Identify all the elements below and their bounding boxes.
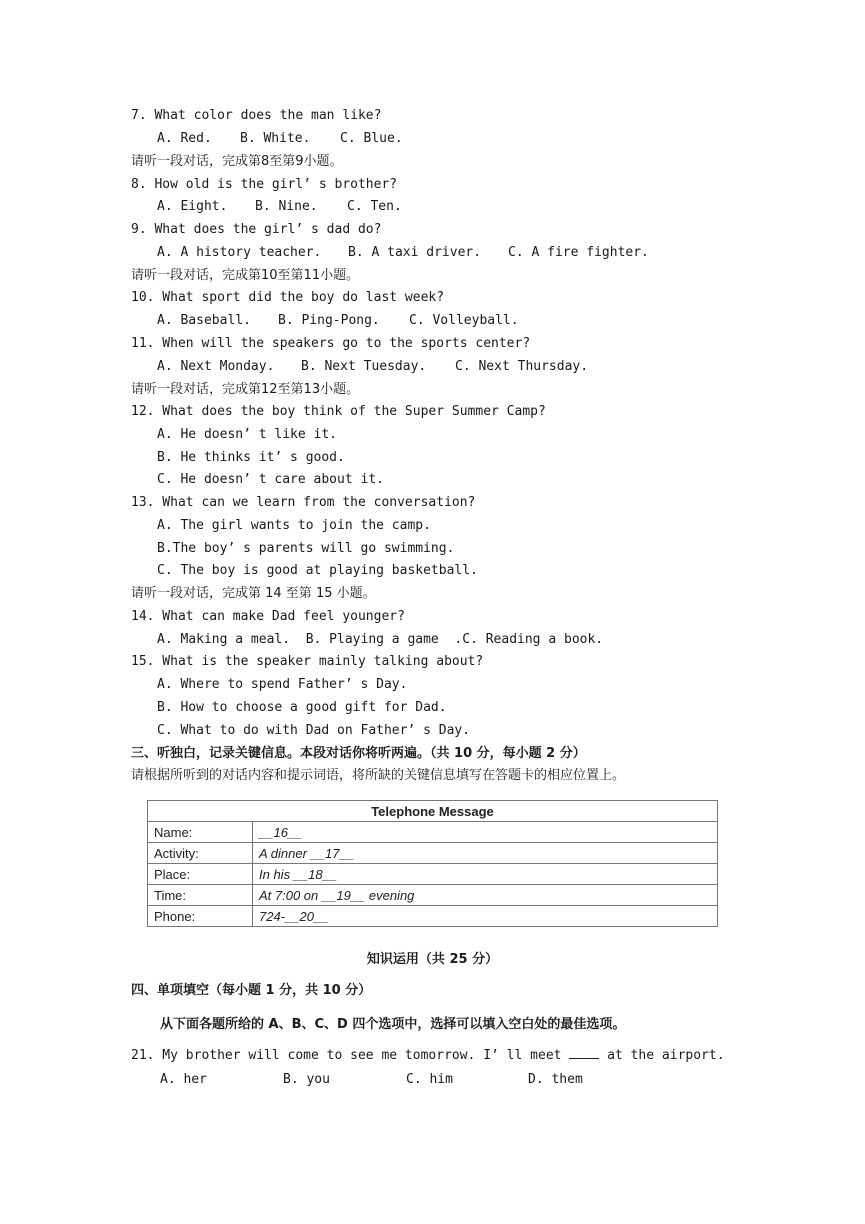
table-row: [148, 906, 718, 927]
section3-title: 三、听独白，记录关键信息。本段对话你将听两遍。（共 10 分，每小题 2 分）: [131, 746, 586, 761]
q21-option-c: C. him: [406, 1072, 453, 1087]
q10-option-a: A. Baseball.: [157, 313, 251, 328]
q8-option-b: B. Nine.: [255, 199, 318, 214]
q21-stem-before: 21. My brother will come to see me tomorrow. I’ ll meet: [131, 1048, 562, 1063]
q8-options: [157, 199, 402, 215]
q7-option-a: A. Red.: [157, 131, 212, 146]
q15-option-b: B. How to choose a good gift for Dad.: [157, 700, 447, 715]
row-value: __16__: [253, 822, 718, 843]
q10-option-c: C. Volleyball.: [409, 313, 519, 328]
q21-stem: [131, 1046, 725, 1064]
section4-instruction: 从下面各题所给的 A、B、C、D 四个选项中，选择可以填入空白处的最佳选项。: [160, 1017, 626, 1032]
row-value: A dinner __17__: [253, 843, 718, 864]
q9-option-b: B. A taxi driver.: [348, 245, 482, 260]
q7-options: [157, 131, 403, 147]
q10-options: [157, 313, 519, 329]
q11-options: [157, 359, 589, 375]
section4-title: 四、单项填空（每小题 1 分，共 10 分）: [131, 983, 372, 998]
table-row: [148, 843, 718, 864]
q15-stem: 15. What is the speaker mainly talking about?: [131, 654, 484, 669]
q11-stem: 11. When will the speakers go to the sports center?: [131, 336, 531, 351]
table-row: [148, 885, 718, 906]
q9-option-a: A. A history teacher.: [157, 245, 322, 260]
q21-option-b: B. you: [283, 1072, 330, 1087]
q12-option-a: A. He doesn’ t like it.: [157, 427, 338, 442]
instruction-8-9: 请听一段对话，完成第8至第9小题。: [131, 154, 343, 169]
q13-stem: 13. What can we learn from the conversation?: [131, 495, 476, 510]
q21-options: [160, 1072, 583, 1088]
row-value: At 7:00 on __19__ evening: [253, 885, 718, 906]
instruction-14-15: 请听一段对话，完成第 14 至第 15 小题。: [131, 586, 376, 601]
telephone-message-title: Telephone Message: [148, 801, 718, 822]
q8-stem: 8. How old is the girl’ s brother?: [131, 177, 398, 192]
row-value: In his __18__: [253, 864, 718, 885]
q13-option-a: A. The girl wants to join the camp.: [157, 518, 431, 533]
q9-stem: 9. What does the girl’ s dad do?: [131, 222, 382, 237]
row-label: Phone:: [148, 906, 253, 927]
q10-option-b: B. Ping-Pong.: [278, 313, 380, 328]
table-row: [148, 822, 718, 843]
q14-stem: 14. What can make Dad feel younger?: [131, 609, 405, 624]
q15-option-c: C. What to do with Dad on Father’ s Day.: [157, 723, 471, 738]
table-row: [148, 864, 718, 885]
q11-option-a: A. Next Monday.: [157, 359, 275, 374]
q13-option-c: C. The boy is good at playing basketball.: [157, 563, 478, 578]
q21-option-d: D. them: [528, 1072, 583, 1087]
instruction-12-13: 请听一段对话，完成第12至第13小题。: [131, 382, 360, 397]
row-label: Activity:: [148, 843, 253, 864]
q7-stem: 7. What color does the man like?: [131, 108, 382, 123]
q15-option-a: A. Where to spend Father’ s Day.: [157, 677, 408, 692]
q10-stem: 10. What sport did the boy do last week?: [131, 290, 445, 305]
row-label: Time:: [148, 885, 253, 906]
q8-option-a: A. Eight.: [157, 199, 228, 214]
q8-option-c: C. Ten.: [347, 199, 402, 214]
telephone-message-table: [147, 800, 718, 927]
q21-stem-after: at the airport.: [607, 1048, 725, 1063]
q12-option-b: B. He thinks it’ s good.: [157, 450, 345, 465]
q12-option-c: C. He doesn’ t care about it.: [157, 472, 384, 487]
q14-options: A. Making a meal. B. Playing a game .C. Reading a book.: [157, 632, 604, 647]
q12-stem: 12. What does the boy think of the Super Summer Camp?: [131, 404, 546, 419]
q9-options: [157, 245, 649, 261]
q21-blank: [569, 1046, 599, 1059]
q11-option-b: B. Next Tuesday.: [301, 359, 427, 374]
q11-option-c: C. Next Thursday.: [455, 359, 589, 374]
q9-option-c: C. A fire fighter.: [508, 245, 649, 260]
q7-option-b: B. White.: [240, 131, 311, 146]
q21-option-a: A. her: [160, 1072, 207, 1087]
row-value: 724-__20__: [253, 906, 718, 927]
part-title: 知识运用（共 25 分）: [366, 952, 499, 967]
row-label: Name:: [148, 822, 253, 843]
section3-instruction: 请根据所听到的对话内容和提示词语，将所缺的关键信息填写在答题卡的相应位置上。: [131, 768, 626, 783]
q13-option-b: B.The boy’ s parents will go swimming.: [157, 541, 455, 556]
row-label: Place:: [148, 864, 253, 885]
q7-option-c: C. Blue.: [340, 131, 403, 146]
instruction-10-11: 请听一段对话，完成第10至第11小题。: [131, 268, 360, 283]
